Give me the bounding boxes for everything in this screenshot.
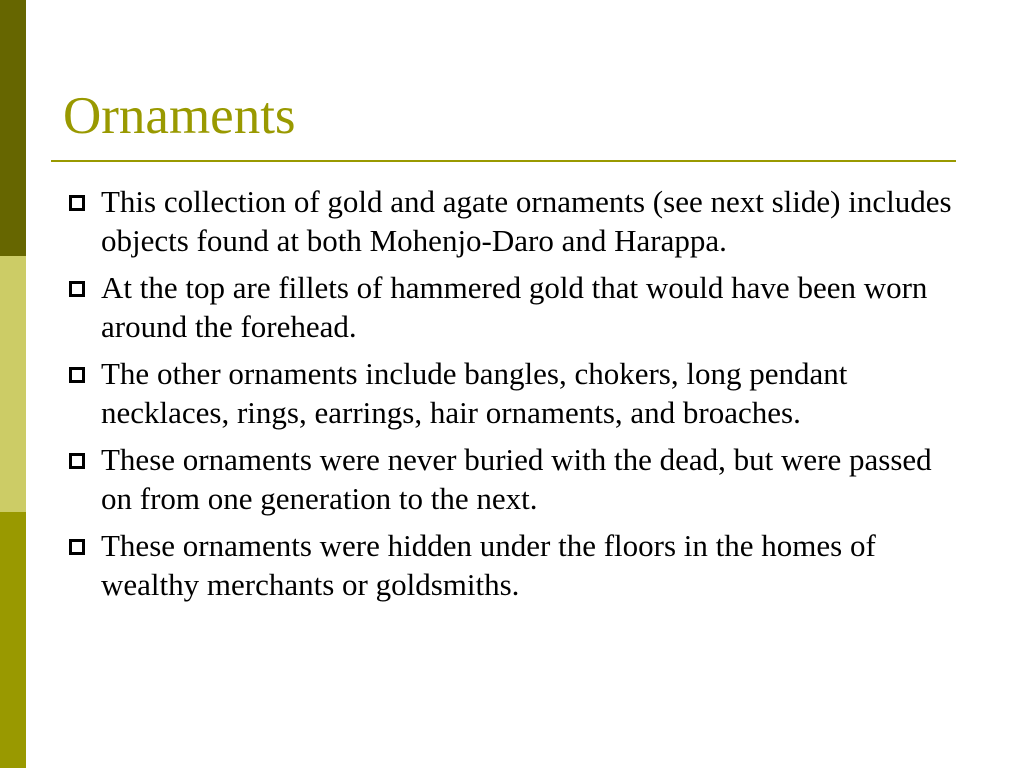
hollow-square-bullet-icon bbox=[69, 539, 85, 555]
bullet-item bbox=[68, 440, 968, 518]
slide-title: Ornaments bbox=[63, 87, 296, 145]
title-divider bbox=[51, 160, 956, 162]
bullet-item bbox=[68, 354, 968, 432]
bullet-item bbox=[68, 182, 968, 260]
bullet-item bbox=[68, 268, 968, 346]
bullet-text: These ornaments were never buried with the dead, but were passed on from one generation to the next. bbox=[101, 442, 932, 516]
side-bar-bottom bbox=[0, 512, 26, 768]
bullet-item bbox=[68, 526, 968, 604]
bullet-text: These ornaments were hidden under the floors in the homes of wealthy merchants or goldsmiths. bbox=[101, 528, 876, 602]
hollow-square-bullet-icon bbox=[69, 453, 85, 469]
side-bar-top bbox=[0, 0, 26, 256]
hollow-square-bullet-icon bbox=[69, 281, 85, 297]
bullet-list bbox=[68, 182, 968, 612]
hollow-square-bullet-icon bbox=[69, 195, 85, 211]
bullet-text: This collection of gold and agate ornaments (see next slide) includes objects found at both Mohenjo-Daro and Harappa. bbox=[101, 184, 952, 258]
bullet-text: At the top are fillets of hammered gold that would have been worn around the forehead. bbox=[101, 270, 928, 344]
hollow-square-bullet-icon bbox=[69, 367, 85, 383]
side-bar-middle bbox=[0, 256, 26, 512]
bullet-text: The other ornaments include bangles, chokers, long pendant necklaces, rings, earrings, hair ornaments, and broaches. bbox=[101, 356, 848, 430]
